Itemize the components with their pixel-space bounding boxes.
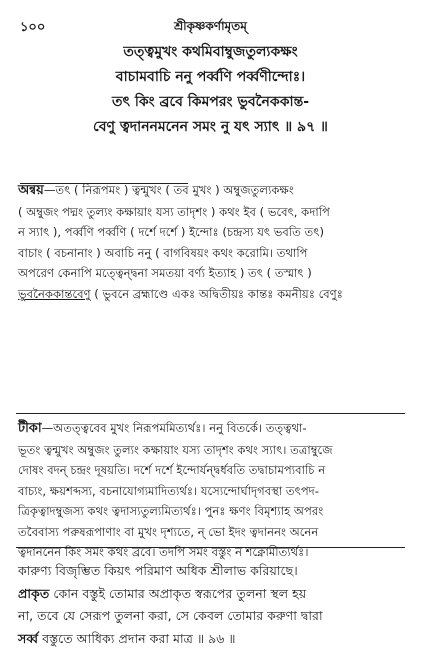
verse-line: বাচামবাচি ননু পর্ব্বণি পর্ব্বণীন্দোঃ। xyxy=(115,69,306,85)
tika-line: দোষং বদন্ চন্দ্রং দূষয়তি। দর্শে দর্শে ইন্দোর্যন্দ্বর্ধবতি তদ্বাচামপ্যবাচি ন xyxy=(18,463,326,477)
anvaya-line xyxy=(18,180,405,202)
translation-line: না, তবে যে সেরূপ তুলনা করা, সে কেবল তোমার করুণা দ্বারা xyxy=(18,608,323,623)
underlined-term: ভুবনৈককান্তবেণু xyxy=(18,286,91,301)
tika-text: অতত্ত্ববেব মুখং নিরূপমমিত্যর্থঃ। ননু বিতর্কে। তত্ত্বথা- xyxy=(53,421,307,435)
tika-dash: — xyxy=(41,421,54,435)
tika-label: টীকা xyxy=(18,421,42,436)
anvaya-label: অন্বয় xyxy=(18,183,44,198)
anvaya-line: ন স্যাৎ ), পর্ব্বণি পর্ব্বণি ( দর্শে দর্শে ) ইন্দোঃ (চন্দ্রস্য যৎ ভবতি তৎ) xyxy=(18,225,324,239)
bold-term: প্রাকৃত xyxy=(18,585,50,601)
page-header xyxy=(20,18,401,36)
bold-term: সর্ব্ব xyxy=(18,630,39,646)
translation-section xyxy=(18,560,405,650)
tika-line: ভূতং ত্বন্মুখং অম্বুজং তুল্যং কক্ষায়াং যস্য তাদৃশং কথং স্যাৎ। তত্রাম্বুজে xyxy=(18,442,333,457)
translation-line: কারুণ্য বিজৃম্ভিত কিয়ৎ পরিমাণ অধিক শ্রীলাভ করিয়াছে। xyxy=(18,563,298,578)
tika-line: ত্বদাননেন কিং সমং কথং ব্রবে। তদপি সমং বস্তুং ন শক্নোমীত্যর্থঃ। xyxy=(18,545,309,559)
verse-block xyxy=(0,40,421,140)
anvaya-line: বাচাং ( বচনানাং ) অবাচি ননু ( বাগবিষয়ং কথং করোমি। তথাপি xyxy=(18,245,308,260)
tika-line: ত্রিকৃত্বাদম্বুজস্য কথং ত্বদাস্যতুল্যমিত্যর্থঃ। পুনঃ ক্ষণং বিমৃশ্যাহ অপরং xyxy=(18,504,324,518)
tika-line xyxy=(18,418,405,440)
page-number: ১০০ xyxy=(20,20,46,35)
translation-text: কোন বস্তুই তোমার অপ্রাকৃত স্বরূপের তুলনা স্থল হয় xyxy=(53,585,307,601)
tika-section xyxy=(18,418,405,563)
running-title: শ্রীকৃষ্ণকর্ণামৃতম্ xyxy=(174,19,247,33)
verse-line: বেণু ত্বদাননমনেন সমং নু যৎ স্যাৎ ॥ ৯৭ ॥ xyxy=(93,119,328,135)
translation-text: বস্তুতে আধিক্য প্রদান করা মাত্র ॥ ৯৬ ॥ xyxy=(42,630,236,646)
section-divider xyxy=(16,547,405,548)
tika-line: তবৈবাস্য পরুষরূপাণাং বা মুখং দৃশ্যতে, ন্ ভো ইদং ত্বদাননং অনেন xyxy=(18,524,319,539)
tika-line: বাচ্যং, ক্ষয়শব্দস্য, বচনাযোগ্যমাদিত্যর্থঃ। যস্যেন্দোর্ঘাদৃগবস্থা তৎপদ- xyxy=(18,483,319,498)
verse-line: তৎ কিং ব্রবে কিমপরং ভুবনৈককান্ত- xyxy=(111,94,310,110)
anvaya-text: ( ভুবনে ব্রহ্মাণ্ডে একঃ অদ্বিতীয়ঃ কান্তঃ কমনীয়ঃ বেণুঃ xyxy=(94,286,343,301)
verse-line: তত্ত্বমুখং কথমিবাম্বুজতুল্যকক্ষং xyxy=(123,44,298,60)
anvaya-line: অপরেণ কেনাপি মত্ত্বেন্দ্বনা সমতয়া বর্ণ্য ইত্যাহ ) তৎ ( তস্মাৎ ) xyxy=(18,266,312,280)
anvaya-dash: — xyxy=(43,183,56,197)
translation-line xyxy=(18,583,405,606)
anvaya-text: তৎ ( নিরূপমং ) ত্বন্মুখং ( তব মুখং ) অম্বুজতুল্যকক্ষং xyxy=(55,183,294,197)
anvaya-line: ( অম্বুজং পদ্মং তুল্যং কক্ষায়াং যস্য তাদৃশং ) কথং ইব ( ভবেৎ, কদাপি xyxy=(18,204,330,219)
section-divider xyxy=(16,413,405,414)
anvaya-line xyxy=(18,284,405,305)
anvaya-section xyxy=(18,180,405,304)
translation-line xyxy=(18,628,405,651)
